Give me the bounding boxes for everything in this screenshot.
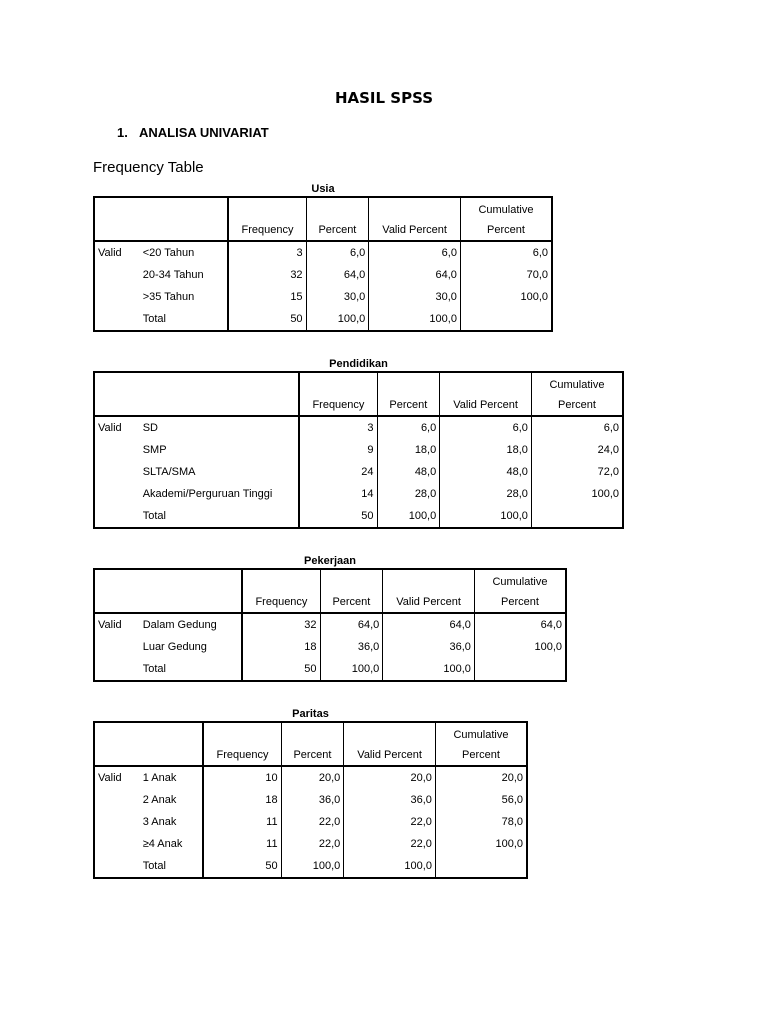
percent-cell: 18,0 bbox=[377, 439, 440, 461]
table-row bbox=[94, 766, 527, 789]
valid-percent-cell: 36,0 bbox=[344, 789, 436, 811]
percent-cell: 36,0 bbox=[281, 789, 344, 811]
row-label: Akademi/Perguruan Tinggi bbox=[142, 488, 273, 500]
frequency-cell: 11 bbox=[203, 811, 281, 833]
cumulative-percent-cell bbox=[531, 505, 623, 528]
header-row bbox=[94, 722, 527, 745]
table-title: Pekerjaan bbox=[304, 555, 356, 567]
row-label: ≥4 Anak bbox=[142, 838, 183, 850]
frequency-cell: 32 bbox=[228, 264, 306, 286]
row-label: SLTA/SMA bbox=[142, 466, 196, 478]
row-group-label bbox=[94, 461, 143, 483]
row-group-label: Valid bbox=[98, 772, 122, 784]
cumulative-percent-cell bbox=[460, 308, 552, 331]
valid-percent-cell: 22,0 bbox=[344, 833, 436, 855]
row-label: Total bbox=[142, 860, 166, 872]
frequency-cell: 11 bbox=[203, 833, 281, 855]
table-row bbox=[94, 613, 566, 636]
table-row bbox=[94, 833, 527, 855]
frequency-table bbox=[93, 371, 624, 529]
header-empty-cell bbox=[344, 722, 436, 745]
valid-percent-cell: 100,0 bbox=[440, 505, 532, 528]
row-group-label bbox=[94, 439, 143, 461]
cumulative-percent-cell: 24,0 bbox=[531, 439, 623, 461]
header-cumulative: Cumulative bbox=[435, 722, 527, 745]
table-row bbox=[94, 811, 527, 833]
table-title: Usia bbox=[311, 183, 335, 195]
table-row bbox=[94, 789, 527, 811]
cumulative-percent-cell: 6,0 bbox=[460, 241, 552, 264]
percent-cell: 100,0 bbox=[377, 505, 440, 528]
cumulative-percent-cell: 100,0 bbox=[474, 636, 566, 658]
table-row bbox=[94, 855, 527, 878]
section-number: 1. bbox=[117, 125, 128, 140]
percent-cell: 22,0 bbox=[281, 833, 344, 855]
header-cumulative-percent: Percent bbox=[435, 745, 527, 766]
frequency-cell: 3 bbox=[228, 241, 306, 264]
frequency-cell: 10 bbox=[203, 766, 281, 789]
header-valid-percent: Valid Percent bbox=[383, 592, 475, 613]
table-row bbox=[94, 483, 623, 505]
header-empty-cell bbox=[94, 372, 299, 395]
row-label: Luar Gedung bbox=[142, 641, 207, 653]
row-group-label bbox=[94, 264, 143, 286]
header-empty-cell bbox=[320, 569, 383, 592]
row-group-label bbox=[94, 855, 143, 878]
row-label: 1 Anak bbox=[142, 772, 177, 784]
row-label: 3 Anak bbox=[142, 816, 177, 828]
table-row bbox=[94, 416, 623, 439]
header-row bbox=[94, 592, 566, 613]
header-row bbox=[94, 395, 623, 416]
header-frequency: Frequency bbox=[203, 745, 281, 766]
header-empty-cell bbox=[94, 569, 242, 592]
header-row bbox=[94, 220, 552, 241]
table-row bbox=[94, 439, 623, 461]
valid-percent-cell: 48,0 bbox=[440, 461, 532, 483]
table-row bbox=[94, 308, 552, 331]
header-row bbox=[94, 569, 566, 592]
cumulative-percent-cell: 100,0 bbox=[460, 286, 552, 308]
valid-percent-cell: 64,0 bbox=[383, 613, 475, 636]
valid-percent-cell: 100,0 bbox=[344, 855, 436, 878]
frequency-cell: 18 bbox=[242, 636, 320, 658]
row-label: 20-34 Tahun bbox=[142, 269, 204, 281]
header-valid-percent: Valid Percent bbox=[344, 745, 436, 766]
frequency-table bbox=[93, 568, 567, 682]
valid-percent-cell: 36,0 bbox=[383, 636, 475, 658]
valid-percent-cell: 22,0 bbox=[344, 811, 436, 833]
header-empty-cell bbox=[94, 722, 203, 745]
cumulative-percent-cell: 64,0 bbox=[474, 613, 566, 636]
header-empty-cell bbox=[383, 569, 475, 592]
row-group-label bbox=[94, 505, 143, 528]
row-label: Total bbox=[142, 663, 166, 675]
header-cumulative-percent: Percent bbox=[460, 220, 552, 241]
row-label: SMP bbox=[142, 444, 167, 456]
header-percent: Percent bbox=[320, 592, 383, 613]
row-group-label bbox=[94, 636, 143, 658]
header-valid-percent: Valid Percent bbox=[369, 220, 461, 241]
percent-cell: 100,0 bbox=[306, 308, 369, 331]
frequency-table-heading: Frequency Table bbox=[93, 159, 204, 176]
percent-cell: 64,0 bbox=[320, 613, 383, 636]
cumulative-percent-cell bbox=[474, 658, 566, 681]
row-label: >35 Tahun bbox=[142, 291, 195, 303]
header-empty-cell bbox=[94, 592, 242, 613]
header-empty-cell bbox=[94, 220, 228, 241]
document-title: HASIL SPSS bbox=[334, 89, 434, 107]
row-group-label bbox=[94, 286, 143, 308]
row-group-label: Valid bbox=[98, 422, 122, 434]
table-row bbox=[94, 461, 623, 483]
row-group-label: Valid bbox=[98, 247, 122, 259]
header-empty-cell bbox=[299, 372, 377, 395]
frequency-cell: 3 bbox=[299, 416, 377, 439]
section-label: ANALISA UNIVARIAT bbox=[139, 125, 269, 140]
percent-cell: 36,0 bbox=[320, 636, 383, 658]
header-empty-cell bbox=[281, 722, 344, 745]
frequency-cell: 50 bbox=[242, 658, 320, 681]
cumulative-percent-cell: 78,0 bbox=[435, 811, 527, 833]
row-label: Total bbox=[142, 313, 166, 325]
header-empty-cell bbox=[369, 197, 461, 220]
header-empty-cell bbox=[306, 197, 369, 220]
percent-cell: 48,0 bbox=[377, 461, 440, 483]
frequency-cell: 50 bbox=[203, 855, 281, 878]
table-row bbox=[94, 505, 623, 528]
frequency-cell: 50 bbox=[299, 505, 377, 528]
frequency-table bbox=[93, 721, 528, 879]
row-label: SD bbox=[142, 422, 158, 434]
header-frequency: Frequency bbox=[299, 395, 377, 416]
row-group-label bbox=[94, 658, 143, 681]
percent-cell: 6,0 bbox=[377, 416, 440, 439]
header-empty-cell bbox=[94, 745, 203, 766]
table-row bbox=[94, 264, 552, 286]
header-empty-cell bbox=[228, 197, 306, 220]
frequency-cell: 9 bbox=[299, 439, 377, 461]
header-frequency: Frequency bbox=[228, 220, 306, 241]
header-empty-cell bbox=[94, 197, 228, 220]
header-cumulative: Cumulative bbox=[531, 372, 623, 395]
row-group-label bbox=[94, 483, 143, 505]
frequency-cell: 50 bbox=[228, 308, 306, 331]
frequency-cell: 24 bbox=[299, 461, 377, 483]
table-title: Paritas bbox=[292, 708, 329, 720]
header-frequency: Frequency bbox=[242, 592, 320, 613]
row-group-label bbox=[94, 811, 143, 833]
valid-percent-cell: 100,0 bbox=[369, 308, 461, 331]
table-title: Pendidikan bbox=[329, 358, 388, 370]
header-percent: Percent bbox=[306, 220, 369, 241]
percent-cell: 22,0 bbox=[281, 811, 344, 833]
valid-percent-cell: 18,0 bbox=[440, 439, 532, 461]
header-percent: Percent bbox=[377, 395, 440, 416]
cumulative-percent-cell: 72,0 bbox=[531, 461, 623, 483]
valid-percent-cell: 20,0 bbox=[344, 766, 436, 789]
table-row bbox=[94, 286, 552, 308]
percent-cell: 28,0 bbox=[377, 483, 440, 505]
valid-percent-cell: 30,0 bbox=[369, 286, 461, 308]
percent-cell: 64,0 bbox=[306, 264, 369, 286]
frequency-cell: 18 bbox=[203, 789, 281, 811]
cumulative-percent-cell: 56,0 bbox=[435, 789, 527, 811]
valid-percent-cell: 100,0 bbox=[383, 658, 475, 681]
percent-cell: 30,0 bbox=[306, 286, 369, 308]
cumulative-percent-cell: 100,0 bbox=[435, 833, 527, 855]
header-empty-cell bbox=[242, 569, 320, 592]
header-empty-cell bbox=[440, 372, 532, 395]
row-label: 2 Anak bbox=[142, 794, 177, 806]
header-valid-percent: Valid Percent bbox=[440, 395, 532, 416]
header-cumulative: Cumulative bbox=[474, 569, 566, 592]
header-cumulative-percent: Percent bbox=[474, 592, 566, 613]
valid-percent-cell: 6,0 bbox=[369, 241, 461, 264]
row-label: Dalam Gedung bbox=[142, 619, 217, 631]
percent-cell: 6,0 bbox=[306, 241, 369, 264]
frequency-cell: 14 bbox=[299, 483, 377, 505]
header-empty-cell bbox=[377, 372, 440, 395]
header-row bbox=[94, 197, 552, 220]
table-row bbox=[94, 241, 552, 264]
cumulative-percent-cell: 70,0 bbox=[460, 264, 552, 286]
table-row bbox=[94, 636, 566, 658]
percent-cell: 100,0 bbox=[320, 658, 383, 681]
header-cumulative: Cumulative bbox=[460, 197, 552, 220]
row-group-label: Valid bbox=[98, 619, 122, 631]
percent-cell: 100,0 bbox=[281, 855, 344, 878]
valid-percent-cell: 28,0 bbox=[440, 483, 532, 505]
row-label: Total bbox=[142, 510, 166, 522]
row-group-label bbox=[94, 789, 143, 811]
header-empty-cell bbox=[94, 395, 299, 416]
table-row bbox=[94, 658, 566, 681]
header-percent: Percent bbox=[281, 745, 344, 766]
header-cumulative-percent: Percent bbox=[531, 395, 623, 416]
header-row bbox=[94, 372, 623, 395]
frequency-cell: 15 bbox=[228, 286, 306, 308]
frequency-cell: 32 bbox=[242, 613, 320, 636]
row-group-label bbox=[94, 308, 143, 331]
row-label: <20 Tahun bbox=[142, 247, 195, 259]
valid-percent-cell: 64,0 bbox=[369, 264, 461, 286]
header-empty-cell bbox=[203, 722, 281, 745]
cumulative-percent-cell bbox=[435, 855, 527, 878]
percent-cell: 20,0 bbox=[281, 766, 344, 789]
section-heading bbox=[117, 125, 269, 140]
header-row bbox=[94, 745, 527, 766]
row-group-label bbox=[94, 833, 143, 855]
valid-percent-cell: 6,0 bbox=[440, 416, 532, 439]
frequency-table bbox=[93, 196, 553, 332]
cumulative-percent-cell: 100,0 bbox=[531, 483, 623, 505]
cumulative-percent-cell: 20,0 bbox=[435, 766, 527, 789]
cumulative-percent-cell: 6,0 bbox=[531, 416, 623, 439]
